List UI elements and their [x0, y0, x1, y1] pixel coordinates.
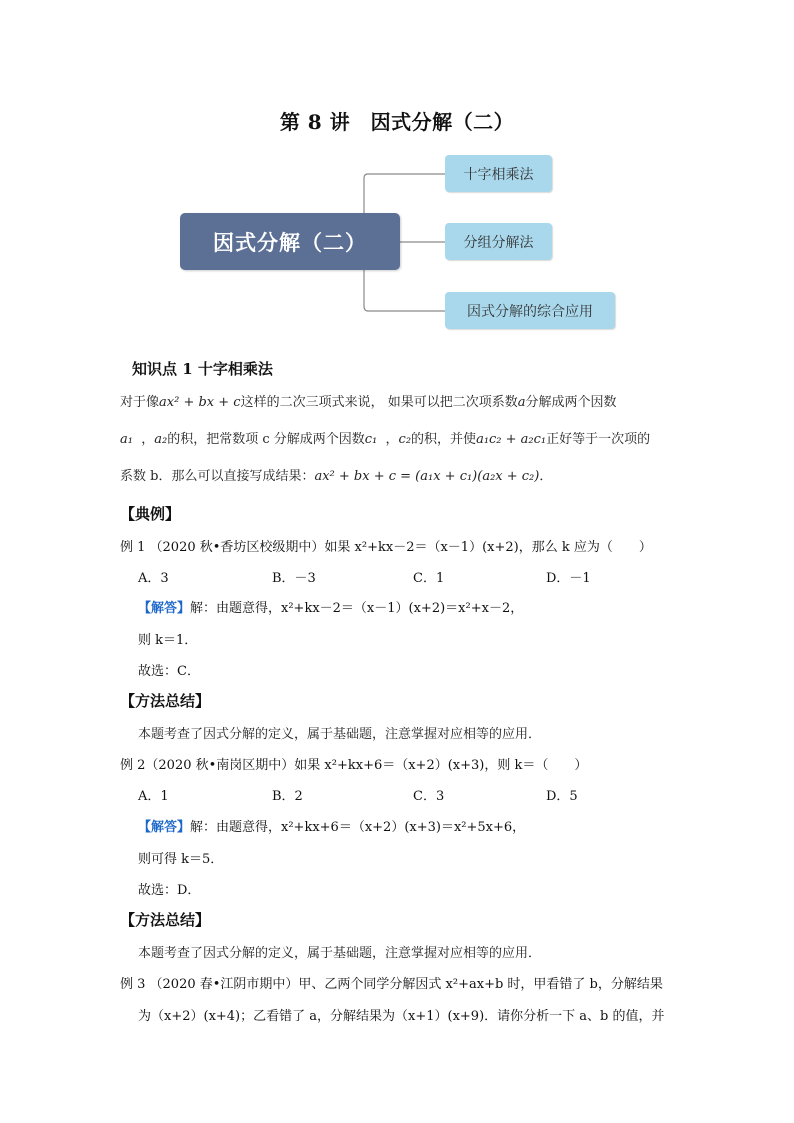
- mindmap-node-comprehensive: 因式分解的综合应用: [445, 292, 615, 329]
- example-2-question: 例 2（2020 秋•南岗区期中）如果 x²+kx+6＝（x+2）(x+3)，则 k＝（ ）: [120, 758, 588, 773]
- example-2-option-c: C．3: [413, 789, 445, 804]
- method-summary-heading-2: 【方法总结】: [120, 911, 211, 929]
- example-2-solution-line-2: 则可得 k＝5．: [138, 852, 224, 867]
- example-1-solution-line-2: 则 k＝1．: [138, 633, 198, 648]
- intro-line-1: 对于像ax² + bx + c这样的二次三项式来说， 如果可以把二次项系数a分解成两个因数: [120, 395, 617, 410]
- mindmap-node-grouping: 分组分解法: [445, 223, 552, 260]
- example-1-option-a: A．3: [138, 571, 169, 586]
- section-heading: 知识点 1 十字相乘法: [132, 360, 273, 378]
- example-2-option-d: D．5: [546, 789, 578, 804]
- example-2-solution-line-3: 故选：D．: [138, 883, 201, 898]
- example-3-question-line-2: 为（x+2）(x+4)；乙看错了 a，分解结果为（x+1）(x+9)．请你分析一下 a、b 的值，并: [138, 1009, 665, 1024]
- example-2-solution-line-1: 【解答】解：由题意得，x²+kx+6＝（x+2）(x+3)＝x²+5x+6，: [138, 820, 526, 835]
- example-1-solution-line-1: 【解答】解：由题意得，x²+kx－2＝（x－1）(x+2)＝x²+x－2，: [138, 601, 524, 616]
- example-2-option-a: A．1: [138, 789, 169, 804]
- example-1-option-d: D．－1: [546, 571, 591, 586]
- example-1-question: 例 1 （2020 秋•香坊区校级期中）如果 x²+kx－2＝（x－1）(x+2)，那么 k 应为（ ）: [120, 540, 652, 555]
- method-summary-text-2: 本题考查了因式分解的定义，属于基础题，注意掌握对应相等的应用．: [138, 946, 542, 961]
- method-summary-text-1: 本题考查了因式分解的定义，属于基础题，注意掌握对应相等的应用．: [138, 727, 542, 742]
- page-title: 第 8 讲 因式分解（二）: [279, 110, 515, 134]
- example-1-option-c: C．1: [413, 571, 445, 586]
- answer-tag: 【解答】: [138, 601, 191, 616]
- example-2-option-b: B．2: [272, 789, 303, 804]
- example-1-solution-line-3: 故选：C．: [138, 664, 200, 679]
- intro-line-2: a₁ ，a₂的积，把常数项 c 分解成两个因数c₁ ，c₂的积，并使a₁c₂ + a₂c₁正好等于一次项的: [120, 432, 651, 447]
- answer-tag: 【解答】: [138, 820, 191, 835]
- example-heading: 【典例】: [120, 505, 181, 523]
- example-3-question-line-1: 例 3 （2020 春•江阴市期中）甲、乙两个同学分解因式 x²+ax+b 时，甲看错了 b，分解结果: [120, 977, 663, 992]
- mindmap-node-cross-multiplication: 十字相乘法: [445, 155, 552, 192]
- intro-line-3: 系数 b．那么可以直接写成结果：ax² + bx + c = (a₁x + c₁)(a₂x + c₂)．: [120, 469, 553, 484]
- method-summary-heading-1: 【方法总结】: [120, 692, 211, 710]
- mindmap-root: 因式分解（二）: [180, 213, 400, 270]
- example-1-option-b: B．－3: [272, 571, 316, 586]
